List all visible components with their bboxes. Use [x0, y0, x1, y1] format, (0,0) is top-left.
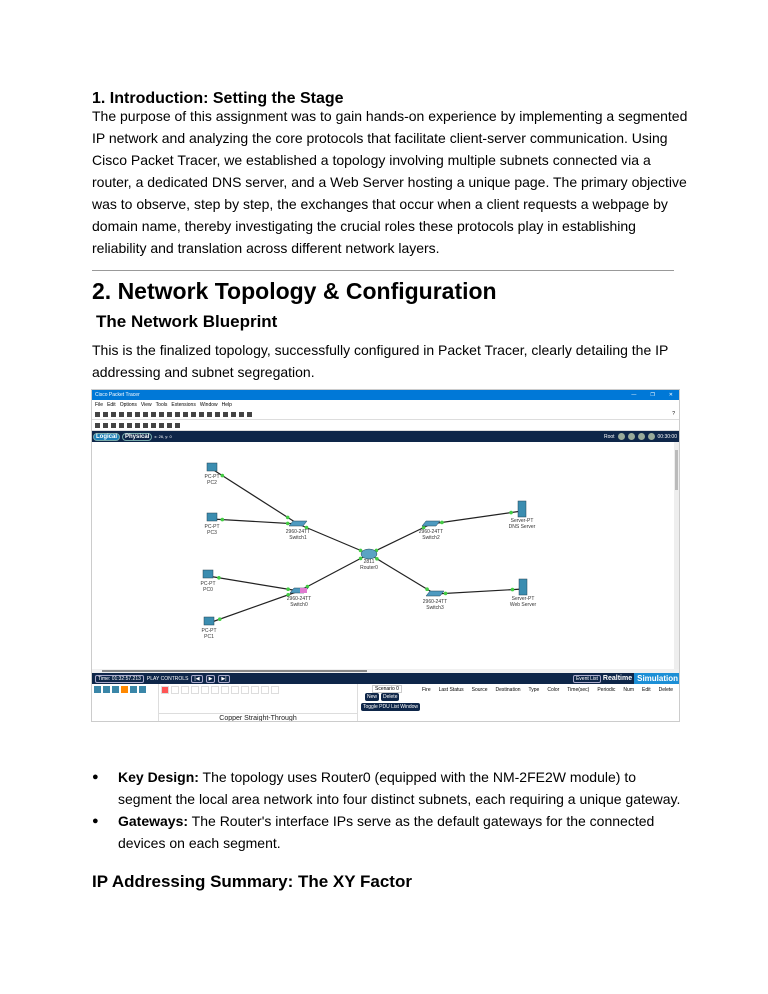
- time-readout: Time: 01:32:57.213: [95, 675, 144, 683]
- simulation-button[interactable]: Simulation: [634, 673, 680, 684]
- menu-extensions[interactable]: Extensions: [171, 401, 196, 408]
- menu-file[interactable]: File: [95, 401, 104, 408]
- link-r0-sw3[interactable]: [369, 554, 435, 594]
- toggle-pdu-button[interactable]: Toggle PDU List Window: [363, 704, 419, 710]
- play-button[interactable]: ▶: [206, 675, 216, 683]
- node-type-label: 2811: [363, 559, 375, 565]
- link-status-icon: [218, 617, 222, 621]
- blueprint-paragraph: This is the finalized topology, successfully configured in Packet Tracer, clearly detailing the IP addressing and subnet segregation.: [92, 342, 669, 380]
- bottom-panel: [92, 684, 680, 722]
- pdu-column: Source: [471, 687, 488, 693]
- workspace-bar: [92, 431, 679, 442]
- bullet-item: [92, 810, 682, 854]
- node-name-label: Switch2: [422, 535, 440, 541]
- node-type-label: PC-PT: [201, 628, 217, 634]
- link-sw3-web[interactable]: [435, 589, 523, 594]
- section-heading: 1. Introduction: Setting the Stage: [92, 90, 344, 107]
- pdu-column: Color: [547, 687, 560, 693]
- subheading: IP Addressing Summary: The XY Factor: [92, 872, 412, 891]
- bullet-text: The Router's interface IPs serve as the default gateways for the connected devices on each segment.: [118, 813, 655, 851]
- node-type-label: 2960-24TT: [286, 596, 312, 602]
- envelope-icon: [300, 588, 307, 593]
- link-sw0-r0[interactable]: [299, 554, 369, 591]
- pdu-column: Periodic: [597, 687, 616, 693]
- server-icon[interactable]: [519, 579, 527, 595]
- link-status-icon: [286, 587, 290, 591]
- cable-label: Copper Straight-Through: [159, 713, 357, 722]
- menu-help[interactable]: Help: [221, 401, 232, 408]
- switch-icon[interactable]: [422, 521, 440, 526]
- subheading: The Network Blueprint: [96, 312, 278, 331]
- pdu-controls: [360, 686, 421, 712]
- restore-icon[interactable]: ❐: [650, 392, 655, 398]
- node-type-label: PC-PT: [204, 474, 220, 480]
- switch-icon[interactable]: [289, 521, 307, 526]
- pdu-column: Edit: [641, 687, 651, 693]
- help-icon[interactable]: ?: [672, 411, 675, 417]
- vertical-scrollbar[interactable]: [674, 442, 679, 669]
- link-status-icon: [359, 557, 363, 561]
- link-sw2-dns[interactable]: [431, 511, 522, 524]
- link-status-icon: [217, 576, 221, 580]
- packet-tracer-screenshot: [91, 389, 680, 722]
- root-label: Root: [603, 433, 615, 440]
- menu-edit[interactable]: Edit: [107, 401, 116, 408]
- bullet-label: Key Design:: [118, 769, 199, 785]
- simulation-bar: [92, 673, 680, 684]
- node-type-label: Server-PT: [511, 596, 535, 602]
- pdu-column: Num: [623, 687, 634, 693]
- menu-options[interactable]: Options: [119, 401, 137, 408]
- menu-view[interactable]: View: [140, 401, 152, 408]
- cable-palette: [158, 684, 358, 722]
- new-button[interactable]: New: [367, 694, 378, 700]
- clock: 00:30:00: [657, 433, 677, 440]
- switch-icon[interactable]: [426, 591, 444, 596]
- node-type-label: 2960-24TT: [285, 529, 311, 535]
- move-icon[interactable]: [638, 433, 645, 440]
- bullet-text: The topology uses Router0 (equipped with the NM-2FE2W module) to segment the local area network into four distinct subnets, each requiring a unique gateway.: [118, 769, 681, 807]
- coords: x: 26, y: 0: [154, 434, 172, 439]
- link-status-icon: [221, 518, 225, 522]
- topology-canvas[interactable]: [92, 442, 680, 669]
- pc-icon[interactable]: [204, 617, 214, 625]
- server-icon[interactable]: [518, 501, 526, 517]
- section-heading: 2. Network Topology & Configuration: [92, 278, 497, 304]
- tab-physical[interactable]: Physical: [122, 433, 152, 441]
- forward-button[interactable]: ▶|: [218, 675, 229, 683]
- bullet-label: Gateways:: [118, 813, 189, 829]
- back-button[interactable]: |◀: [191, 675, 202, 683]
- scenario-select[interactable]: Scenario 0: [372, 685, 402, 693]
- link-status-icon: [286, 516, 290, 520]
- link-status-icon: [286, 522, 290, 526]
- node-name-label: PC2: [207, 480, 217, 486]
- link-status-icon: [440, 521, 444, 525]
- menu-tools[interactable]: Tools: [155, 401, 168, 408]
- node-name-label: PC3: [207, 530, 217, 536]
- node-name-label: PC0: [203, 587, 213, 593]
- pdu-column: Time(sec): [567, 687, 590, 693]
- event-list-button[interactable]: Event List: [573, 675, 601, 683]
- link-status-icon: [444, 592, 448, 596]
- tab-logical[interactable]: Logical: [93, 433, 120, 441]
- node-type-label: PC-PT: [200, 581, 216, 587]
- pdu-table-header: [422, 687, 673, 693]
- menu-window[interactable]: Window: [199, 401, 218, 408]
- title-bar: [92, 390, 679, 400]
- back-icon[interactable]: [618, 433, 625, 440]
- intro-paragraph: The purpose of this assignment was to gain hands-on experience by implementing a segmented IP network and analyzing the core protocols that facilitate client-server communication. Using Cisco Packet Tracer, we established a topology involving multiple subnets connected via a router, a dedicated DNS server, and a Web Server hosting a unique page. The primary objective was to observe, step by step, the exchanges that occur when a client requests a webpage by domain name, thereby investigating the crucial roles these protocols play in establishing reliability and translation across different network layers.: [92, 108, 688, 256]
- link-pc2-sw1[interactable]: [212, 469, 298, 524]
- node-name-label: Web Server: [509, 602, 537, 608]
- viewport-icon[interactable]: [648, 433, 655, 440]
- bullet-list: [92, 766, 682, 854]
- node-type-label: 2960-24TT: [418, 529, 444, 535]
- link-pc3-sw1[interactable]: [212, 519, 298, 524]
- node-type-label: Server-PT: [510, 518, 534, 524]
- node-name-label: Switch3: [426, 605, 444, 611]
- menu-bar: [92, 400, 679, 409]
- pdu-column: Delete: [658, 687, 674, 693]
- realtime-button[interactable]: Realtime: [602, 675, 633, 682]
- link-status-icon: [221, 474, 225, 478]
- pc-icon[interactable]: [203, 570, 213, 578]
- link-status-icon: [375, 557, 379, 561]
- pdu-column: Fire: [422, 687, 431, 693]
- link-status-icon: [511, 588, 515, 592]
- app-title: Cisco Packet Tracer: [95, 392, 140, 398]
- pc-icon[interactable]: [207, 463, 217, 471]
- link-status-icon: [509, 511, 513, 515]
- node-name-label: Switch1: [289, 535, 307, 541]
- device-types[interactable]: [94, 686, 146, 693]
- play-controls-label: PLAY CONTROLS: [146, 675, 189, 682]
- close-icon[interactable]: ✕: [668, 392, 673, 398]
- node-type-label: 2960-24TT: [422, 599, 448, 605]
- toolbar: [92, 409, 679, 420]
- pdu-column: Destination: [495, 687, 521, 693]
- delete-button[interactable]: Delete: [383, 694, 398, 700]
- minimize-icon[interactable]: —: [631, 392, 637, 398]
- link-pc0-sw0[interactable]: [208, 576, 299, 591]
- toolbar-secondary: [92, 420, 679, 431]
- node-name-label: PC1: [204, 634, 214, 640]
- node-name-label: Router0: [360, 565, 378, 571]
- bullet-item: [92, 766, 682, 810]
- pdu-column: Last Status: [438, 687, 464, 693]
- node-name-label: DNS Server: [508, 524, 536, 530]
- node-type-label: PC-PT: [204, 524, 220, 530]
- link-pc1-sw0[interactable]: [209, 591, 299, 623]
- pdu-column: Type: [528, 687, 540, 693]
- node-name-label: Switch0: [290, 602, 308, 608]
- link-status-icon: [425, 587, 429, 591]
- divider: [92, 270, 674, 271]
- cloud-icon[interactable]: [628, 433, 635, 440]
- router-icon[interactable]: [361, 549, 377, 559]
- pc-icon[interactable]: [207, 513, 217, 521]
